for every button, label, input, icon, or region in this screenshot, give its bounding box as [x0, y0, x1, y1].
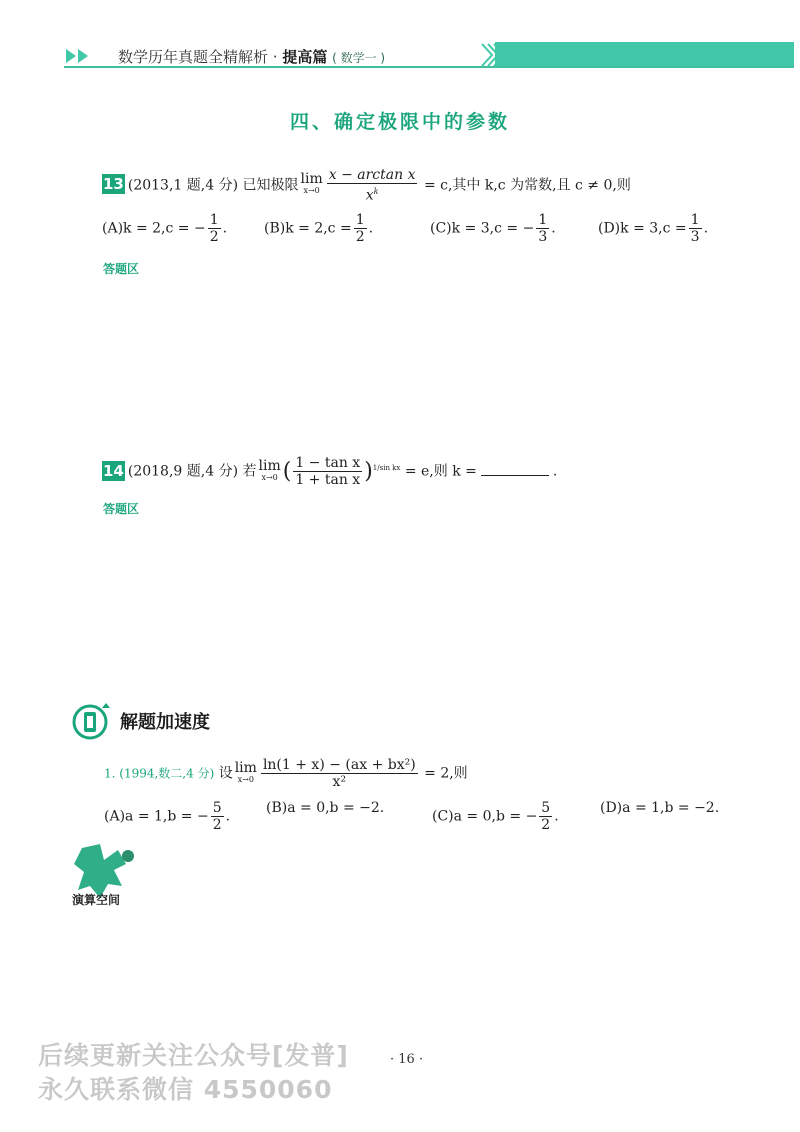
option-end: . [554, 808, 559, 825]
power-exponent: 1/sin kx [372, 463, 401, 472]
stem-pre: 已知极限 [242, 177, 299, 194]
option-d[interactable] [600, 800, 719, 816]
option-d[interactable] [598, 212, 708, 245]
header-arrows-icon [64, 44, 98, 68]
option-label: (C)a = 0,b = − [432, 808, 538, 825]
speedup-title: 解题加速度 [120, 712, 210, 733]
option-fraction: $\frac{5}{2}$ [541, 800, 551, 833]
page-number: · 16 · [390, 1052, 424, 1067]
stem-end: . [552, 463, 558, 480]
limit-fraction: $\frac{\text{x − arctan x}}{x^k}$ [328, 167, 416, 204]
answer-area-label: 答题区 [103, 262, 140, 276]
header-chevron-icon [478, 42, 518, 68]
option-b[interactable] [266, 800, 384, 816]
answer-blank[interactable] [481, 463, 549, 476]
option-label: (C)k = 3,c = − [430, 220, 535, 237]
option-label: (A)k = 2,c = − [102, 220, 206, 237]
header-band [495, 42, 794, 68]
option-label: (D)k = 3,c = [598, 220, 687, 237]
question-number: 13 [103, 175, 124, 194]
option-c[interactable] [430, 212, 556, 245]
stem-post: = c,其中 k,c 为常数,且 c ≠ 0,则 [423, 177, 631, 194]
option-fraction: $\frac{1}{3}$ [690, 212, 700, 245]
stem-pre: 若 [242, 463, 257, 480]
speedup-question-1 [104, 757, 468, 790]
question-number: 14 [103, 461, 124, 480]
stem-post: = 2,则 [424, 765, 468, 782]
limit-operator: lim x→0 [258, 457, 281, 482]
option-end: . [703, 220, 709, 237]
stem-pre: 设 [218, 765, 233, 782]
option-end: . [222, 220, 228, 237]
book-title: 数学历年真题全精解析 · [118, 48, 278, 66]
option-label: (A)a = 1,b = − [104, 808, 209, 825]
option-label: (B)k = 2,c = [264, 220, 352, 237]
header-rule [64, 66, 794, 68]
watermark-line-2: 永久联系微信 4550060 [38, 1075, 333, 1104]
option-a[interactable] [104, 800, 230, 833]
edition-label: 提高篇 [282, 48, 328, 66]
option-label: (B)a = 0,b = −2. [266, 800, 385, 816]
option-fraction: $\frac{1}{3}$ [538, 212, 548, 245]
question-13 [102, 167, 631, 204]
option-label: (D)a = 1,b = −2. [600, 800, 720, 816]
option-fraction: $\frac{1}{2}$ [209, 212, 219, 245]
limit-operator: lim x→0 [300, 171, 323, 196]
option-b[interactable] [264, 212, 373, 245]
calc-space-label: 演算空间 [72, 893, 121, 907]
option-fraction: $\frac{5}{2}$ [212, 800, 222, 833]
section-title: 四、确定极限中的参数 [289, 111, 510, 133]
limit-operator: lim x→0 [234, 759, 257, 784]
question-source: (2013,1 题,4 分) [127, 177, 239, 194]
question-source: (2018,9 题,4 分) [127, 463, 239, 480]
subject-label: ( 数学一 ) [332, 51, 386, 65]
option-a[interactable] [102, 212, 227, 245]
option-fraction: $\frac{1}{2}$ [355, 212, 365, 245]
option-end: . [368, 220, 374, 237]
option-c[interactable] [432, 800, 559, 833]
watermark-line-1: 后续更新关注公众号[发普] [38, 1041, 349, 1070]
option-end: . [225, 808, 231, 825]
header-title [118, 46, 385, 67]
stem-post: = e,则 k = [404, 463, 477, 480]
answer-area-label: 答题区 [103, 502, 140, 516]
limit-fraction: $\frac{\text{1 − tan x}}{\text{1 + tan x}}$ [295, 455, 361, 488]
limit-fraction: $\frac{\text{ln(1 + x) − (ax + bx²)}}{\text{x²}}$ [262, 757, 416, 790]
speedup-icon [70, 702, 114, 742]
option-end: . [551, 220, 556, 237]
question-source: 1. (1994,数二,4 分) [104, 766, 215, 781]
question-14: 14 (2018,9 题,4 分) 若 lim x→0 ( $\frac{\text{1 − tan x}}{\text{1 + tan x}}$ )$^{1/sin kx}$ = e,则 k = . [103, 455, 558, 488]
